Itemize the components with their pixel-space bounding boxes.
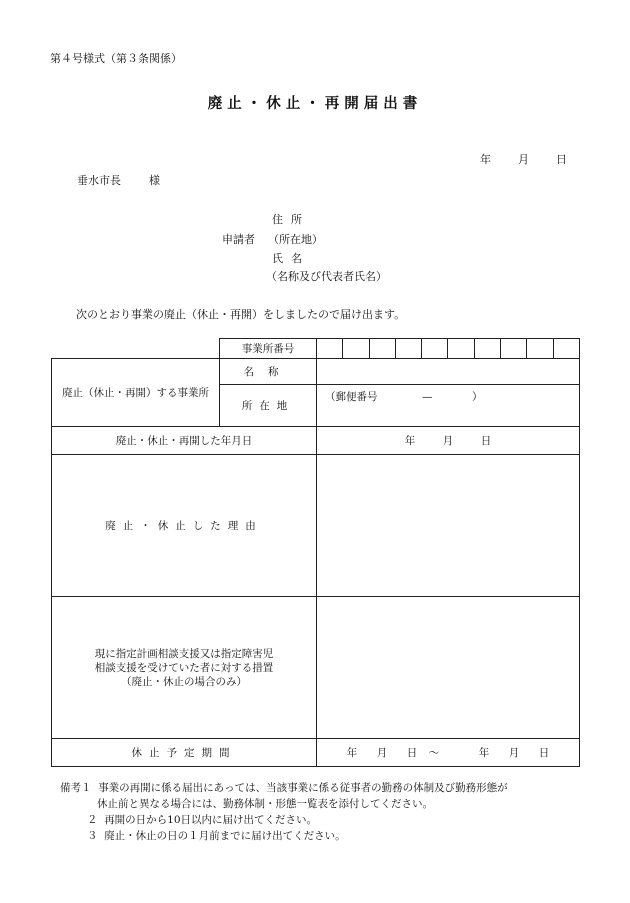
office-location-field[interactable] xyxy=(317,385,580,427)
notification-table xyxy=(51,338,580,767)
postal-prefix: （郵便番号 xyxy=(325,391,378,403)
office-number-digit-5[interactable] xyxy=(422,339,448,359)
period-start-year: 年 xyxy=(346,747,358,759)
applicant-address-label: 住所 xyxy=(272,213,310,226)
office-number-digit-2[interactable] xyxy=(343,339,369,359)
office-number-digit-6[interactable] xyxy=(448,339,474,359)
period-end-month: 月 xyxy=(508,747,520,759)
postal-suffix: ） xyxy=(472,391,483,403)
office-number-digit-1[interactable] xyxy=(317,339,343,359)
period-start-day: 日 xyxy=(406,747,418,759)
reason-label: 廃止・休止した理由 xyxy=(52,455,317,597)
office-number-digit-8[interactable] xyxy=(501,339,527,359)
submission-date-line xyxy=(480,151,567,167)
note-1-text-1: 事業の再開に係る届出にあっては、当該事業に係る従事者の勤務の体制及び勤務形態が xyxy=(98,782,508,794)
notes xyxy=(60,780,508,844)
date-field-year: 年 xyxy=(404,435,416,447)
postal-dash: — xyxy=(422,391,433,403)
date-field-day: 日 xyxy=(480,435,492,447)
note-2 xyxy=(60,812,508,828)
measures-label xyxy=(52,597,317,739)
measures-line-2: 相談支援を受けていた者に対する措置 xyxy=(94,661,274,674)
office-number-label: 事業所番号 xyxy=(220,339,317,359)
period-start-month: 月 xyxy=(376,747,388,759)
office-name-field[interactable] xyxy=(317,359,580,385)
office-location-label: 所在地 xyxy=(220,385,317,427)
office-group-label: 廃止（休止・再開）する事業所 xyxy=(52,359,220,427)
note-2-prefix: ２ xyxy=(87,814,98,826)
reason-field[interactable] xyxy=(317,455,580,597)
office-number-digit-7[interactable] xyxy=(474,339,500,359)
date-year: 年 xyxy=(480,153,491,166)
office-number-digit-10[interactable] xyxy=(553,339,579,359)
date-field[interactable] xyxy=(317,427,580,455)
note-1-prefix: 備考１ xyxy=(60,782,92,794)
office-name-row xyxy=(52,359,580,385)
note-3 xyxy=(60,828,508,844)
suspension-period-row xyxy=(52,739,580,767)
note-3-text: 廃止・休止の日の１月前までに届け出てください。 xyxy=(104,830,346,842)
note-1-line-2: 休止前と異なる場合には、勤務体制・形態一覧表を添付してください。 xyxy=(97,798,433,810)
measures-line-3: （廃止・休止の場合のみ） xyxy=(121,675,247,688)
applicant-label: 申請者 xyxy=(222,233,255,246)
date-day: 日 xyxy=(556,153,567,166)
date-month: 月 xyxy=(518,153,529,166)
note-2-text: 再開の日から10日以内に届け出てください。 xyxy=(104,814,318,826)
period-end-day: 日 xyxy=(538,747,550,759)
suspension-period-label: 休止予定期間 xyxy=(52,739,317,767)
date-label: 廃止・休止・再開した年月日 xyxy=(52,427,317,455)
note-1-line-1 xyxy=(60,780,508,796)
document-title: 廃止・休止・再開届出書 xyxy=(207,95,423,112)
addressee xyxy=(77,172,160,188)
blank-corner xyxy=(52,339,220,359)
measures-field[interactable] xyxy=(317,597,580,739)
applicant-address-sub: （所在地） xyxy=(268,233,323,246)
addressee-name: 垂水市長 xyxy=(77,174,121,187)
intro-text: 次のとおり事業の廃止（休止・再開）をしましたので届け出ます。 xyxy=(76,308,406,321)
form-number: 第４号様式（第３条関係） xyxy=(50,52,182,65)
addressee-honorific: 様 xyxy=(149,174,160,187)
date-field-month: 月 xyxy=(442,435,454,447)
period-end-year: 年 xyxy=(478,747,490,759)
office-number-digit-9[interactable] xyxy=(527,339,553,359)
office-number-row xyxy=(52,339,580,359)
measures-row xyxy=(52,597,580,739)
office-number-digit-3[interactable] xyxy=(369,339,395,359)
period-tilde: ～ xyxy=(428,747,440,759)
applicant-name-label: 氏名 xyxy=(272,252,310,265)
suspension-period-field[interactable] xyxy=(317,739,580,767)
office-number-digit-4[interactable] xyxy=(395,339,421,359)
reason-row xyxy=(52,455,580,597)
note-3-prefix: ３ xyxy=(87,830,98,842)
applicant-name-sub: （名称及び代表者氏名） xyxy=(266,270,387,283)
measures-line-1: 現に指定計画相談支援又は指定障害児 xyxy=(94,647,274,660)
date-row xyxy=(52,427,580,455)
office-name-label: 名称 xyxy=(220,359,317,385)
